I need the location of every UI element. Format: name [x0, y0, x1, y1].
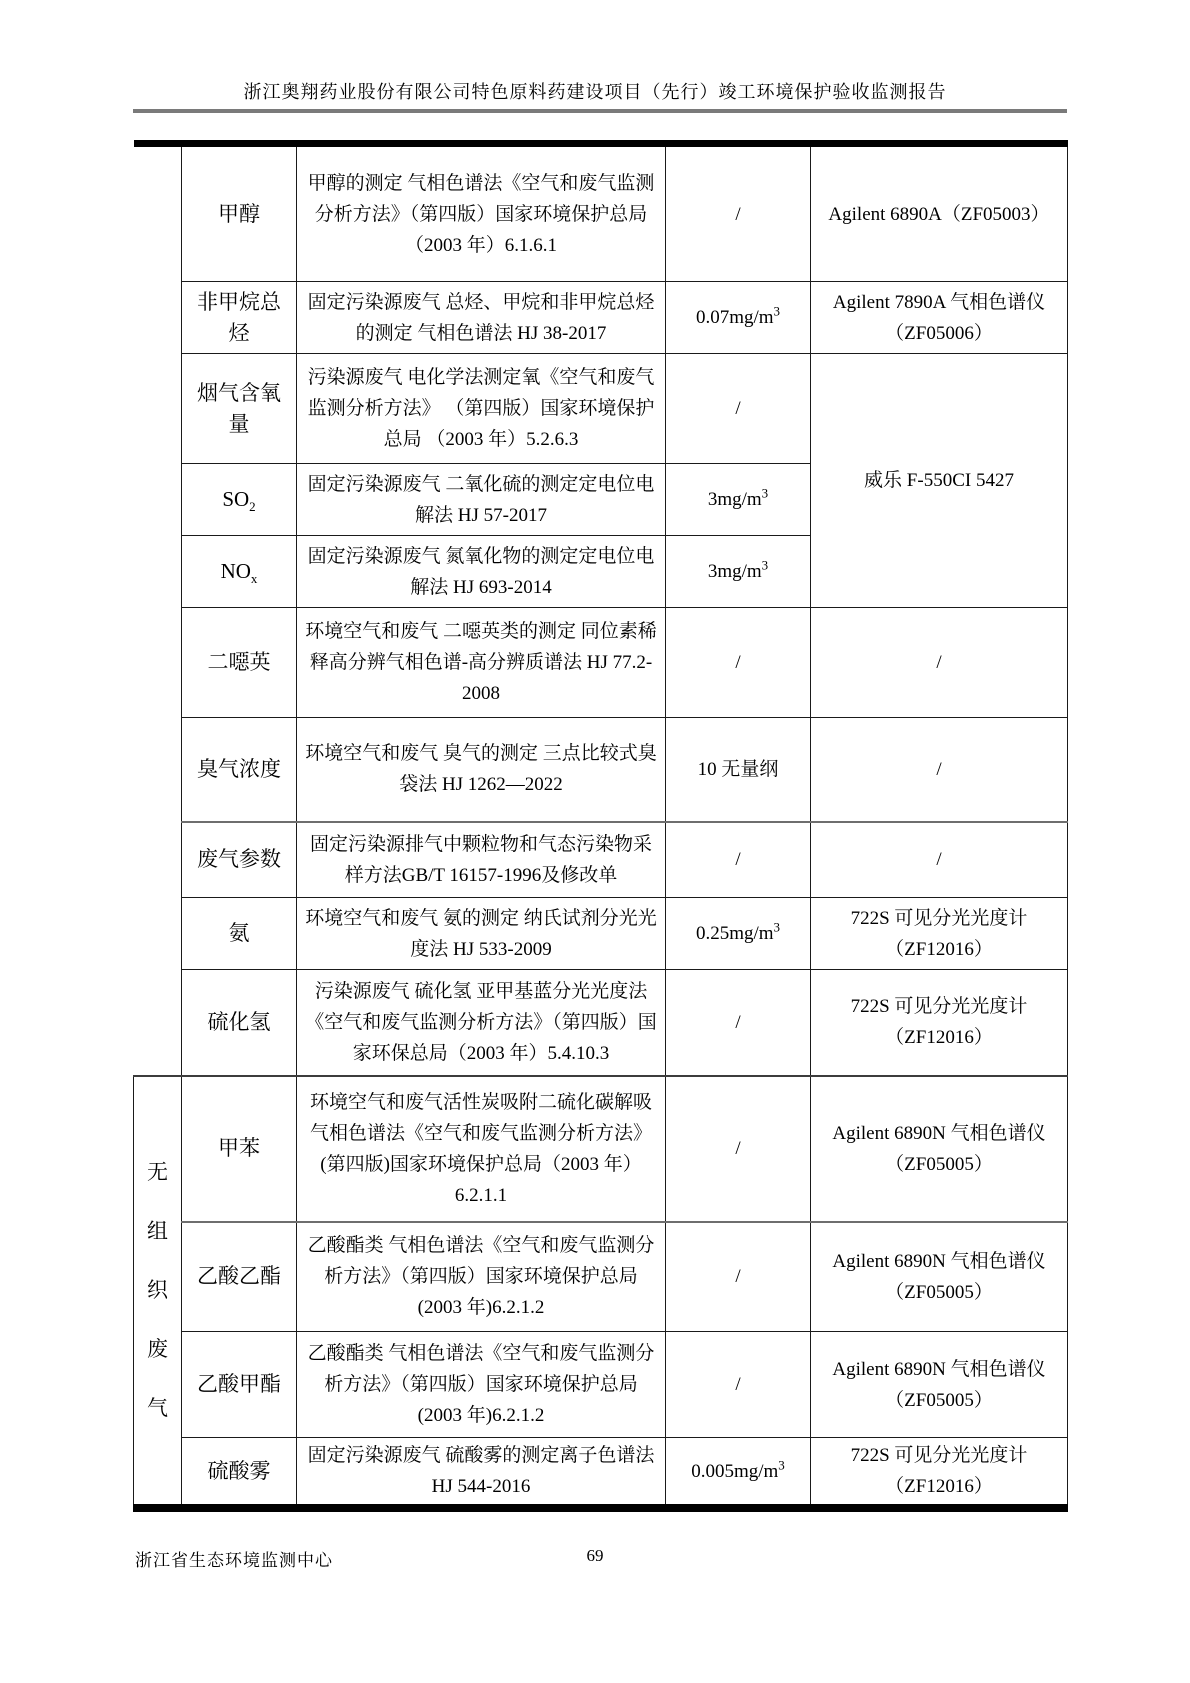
value-cell: /: [666, 608, 811, 718]
value-text: 0.005mg/m: [691, 1460, 779, 1482]
param-cell: 硫酸雾: [182, 1438, 297, 1509]
param-cell: 硫化氢: [182, 970, 297, 1076]
value-cell: [666, 464, 811, 536]
param-cell: [182, 464, 297, 536]
value-cell: /: [666, 1222, 811, 1332]
table-row: [134, 282, 1068, 354]
value-cell: [666, 1438, 811, 1509]
method-cell: 污染源废气 电化学法测定氧《空气和废气监测分析方法》 （第四版）国家环境保护总局 （2003 年）5.2.6.3: [297, 354, 666, 464]
value-superscript: 3: [761, 557, 769, 573]
table-row: [134, 898, 1068, 970]
method-cell: 固定污染源废气 硫酸雾的测定离子色谱法 HJ 544-2016: [297, 1438, 666, 1509]
table-row: [134, 354, 1068, 464]
instrument-cell: 722S 可见分光光度计（ZF12016）: [811, 970, 1068, 1076]
method-cell: 固定污染源废气 总烃、甲烷和非甲烷总烃的测定 气相色谱法 HJ 38-2017: [297, 282, 666, 354]
table-row: [134, 1222, 1068, 1332]
value-cell: 10 无量纲: [666, 718, 811, 822]
instrument-cell: Agilent 6890N 气相色谱仪（ZF05005）: [811, 1076, 1068, 1222]
param-subscript: 2: [249, 499, 256, 515]
monitoring-methods-table: [133, 140, 1068, 1512]
value-cell: /: [666, 970, 811, 1076]
method-cell: 乙酸酯类 气相色谱法《空气和废气监测分析方法》（第四版）国家环境保护总局(2003 年)6.2.1.2: [297, 1222, 666, 1332]
param-subscript: x: [250, 571, 258, 587]
value-text: 3mg/m: [707, 489, 762, 510]
instrument-cell: /: [811, 718, 1068, 822]
value-superscript: 3: [773, 303, 781, 319]
param-cell: 氨: [182, 898, 297, 970]
method-cell: 污染源废气 硫化氢 亚甲基蓝分光光度法《空气和废气监测分析方法》（第四版）国家环保总局（2003 年）5.4.10.3: [297, 970, 666, 1076]
param-cell: 甲苯: [182, 1076, 297, 1222]
instrument-cell: /: [811, 608, 1068, 718]
table-row: [134, 608, 1068, 718]
instrument-cell: 722S 可见分光光度计（ZF12016）: [811, 898, 1068, 970]
param-cell: [182, 536, 297, 608]
page-title: 浙江奥翔药业股份有限公司特色原料药建设项目（先行）竣工环境保护验收监测报告: [243, 82, 947, 102]
param-cell: 乙酸乙酯: [182, 1222, 297, 1332]
method-cell: 固定污染源排气中颗粒物和气态污染物采样方法GB/T 16157-1996及修改单: [297, 822, 666, 898]
method-cell: 甲醇的测定 气相色谱法《空气和废气监测分析方法》（第四版）国家环境保护总局（2003 年）6.1.6.1: [297, 144, 666, 282]
table-row: [134, 822, 1068, 898]
value-cell: /: [666, 1076, 811, 1222]
value-cell: /: [666, 1332, 811, 1438]
value-cell: /: [666, 822, 811, 898]
section-cell-top: [134, 144, 182, 1076]
footer-page-number: 69: [586, 1546, 604, 1565]
value-superscript: 3: [778, 1457, 785, 1473]
value-text: 0.25mg/m: [695, 923, 774, 944]
section-cell-fugitive-gas: [134, 1076, 182, 1509]
value-text: 3mg/m: [707, 561, 762, 582]
footer-organization: 浙江省生态环境监测中心: [135, 1551, 333, 1570]
method-cell: 环境空气和废气活性炭吸附二硫化碳解吸气相色谱法《空气和废气监测分析方法》 (第四版)国家环境保护总局（2003 年）6.2.1.1: [297, 1076, 666, 1222]
param-text: NO: [220, 559, 251, 583]
instrument-cell: Agilent 6890N 气相色谱仪（ZF05005）: [811, 1222, 1068, 1332]
instrument-cell-merged: 威乐 F-550CI 5427: [811, 354, 1068, 608]
param-cell: 乙酸甲酯: [182, 1332, 297, 1438]
method-cell: 乙酸酯类 气相色谱法《空气和废气监测分析方法》（第四版）国家环境保护总局 (2003 年)6.2.1.2: [297, 1332, 666, 1438]
section-label: 无组织废气: [147, 1159, 168, 1420]
value-cell: [666, 536, 811, 608]
instrument-cell: Agilent 7890A 气相色谱仪（ZF05006）: [811, 282, 1068, 354]
method-cell: 环境空气和废气 臭气的测定 三点比较式臭袋法 HJ 1262—2022: [297, 718, 666, 822]
param-cell: 废气参数: [182, 822, 297, 898]
method-cell: 环境空气和废气 氨的测定 纳氏试剂分光光度法 HJ 533-2009: [297, 898, 666, 970]
instrument-cell: /: [811, 822, 1068, 898]
value-cell: /: [666, 354, 811, 464]
method-cell: 固定污染源废气 氮氧化物的测定定电位电解法 HJ 693-2014: [297, 536, 666, 608]
value-text: 0.07mg/m: [695, 307, 774, 328]
value-cell: [666, 282, 811, 354]
method-cell: 固定污染源废气 二氧化硫的测定定电位电解法 HJ 57-2017: [297, 464, 666, 536]
value-superscript: 3: [773, 919, 781, 935]
param-cell: 臭气浓度: [182, 718, 297, 822]
header-divider: [133, 109, 1067, 113]
instrument-cell: Agilent 6890A（ZF05003）: [811, 144, 1068, 282]
value-cell: [666, 898, 811, 970]
table-row: [134, 970, 1068, 1076]
param-cell: 非甲烷总烃: [182, 282, 297, 354]
param-text: SO: [222, 487, 250, 511]
table-row: [134, 1332, 1068, 1438]
table-row: [134, 1076, 1068, 1222]
value-cell: /: [666, 144, 811, 282]
value-superscript: 3: [761, 485, 769, 501]
method-cell: 环境空气和废气 二噁英类的测定 同位素稀释高分辨气相色谱-高分辨质谱法 HJ 77.2-2008: [297, 608, 666, 718]
param-cell: 二噁英: [182, 608, 297, 718]
param-cell: 甲醇: [182, 144, 297, 282]
param-cell: 烟气含氧量: [182, 354, 297, 464]
instrument-cell: 722S 可见分光光度计（ZF12016）: [811, 1438, 1068, 1509]
table-row: [134, 1438, 1068, 1509]
table-row: [134, 144, 1068, 282]
instrument-cell: Agilent 6890N 气相色谱仪（ZF05005）: [811, 1332, 1068, 1438]
table-row: [134, 718, 1068, 822]
